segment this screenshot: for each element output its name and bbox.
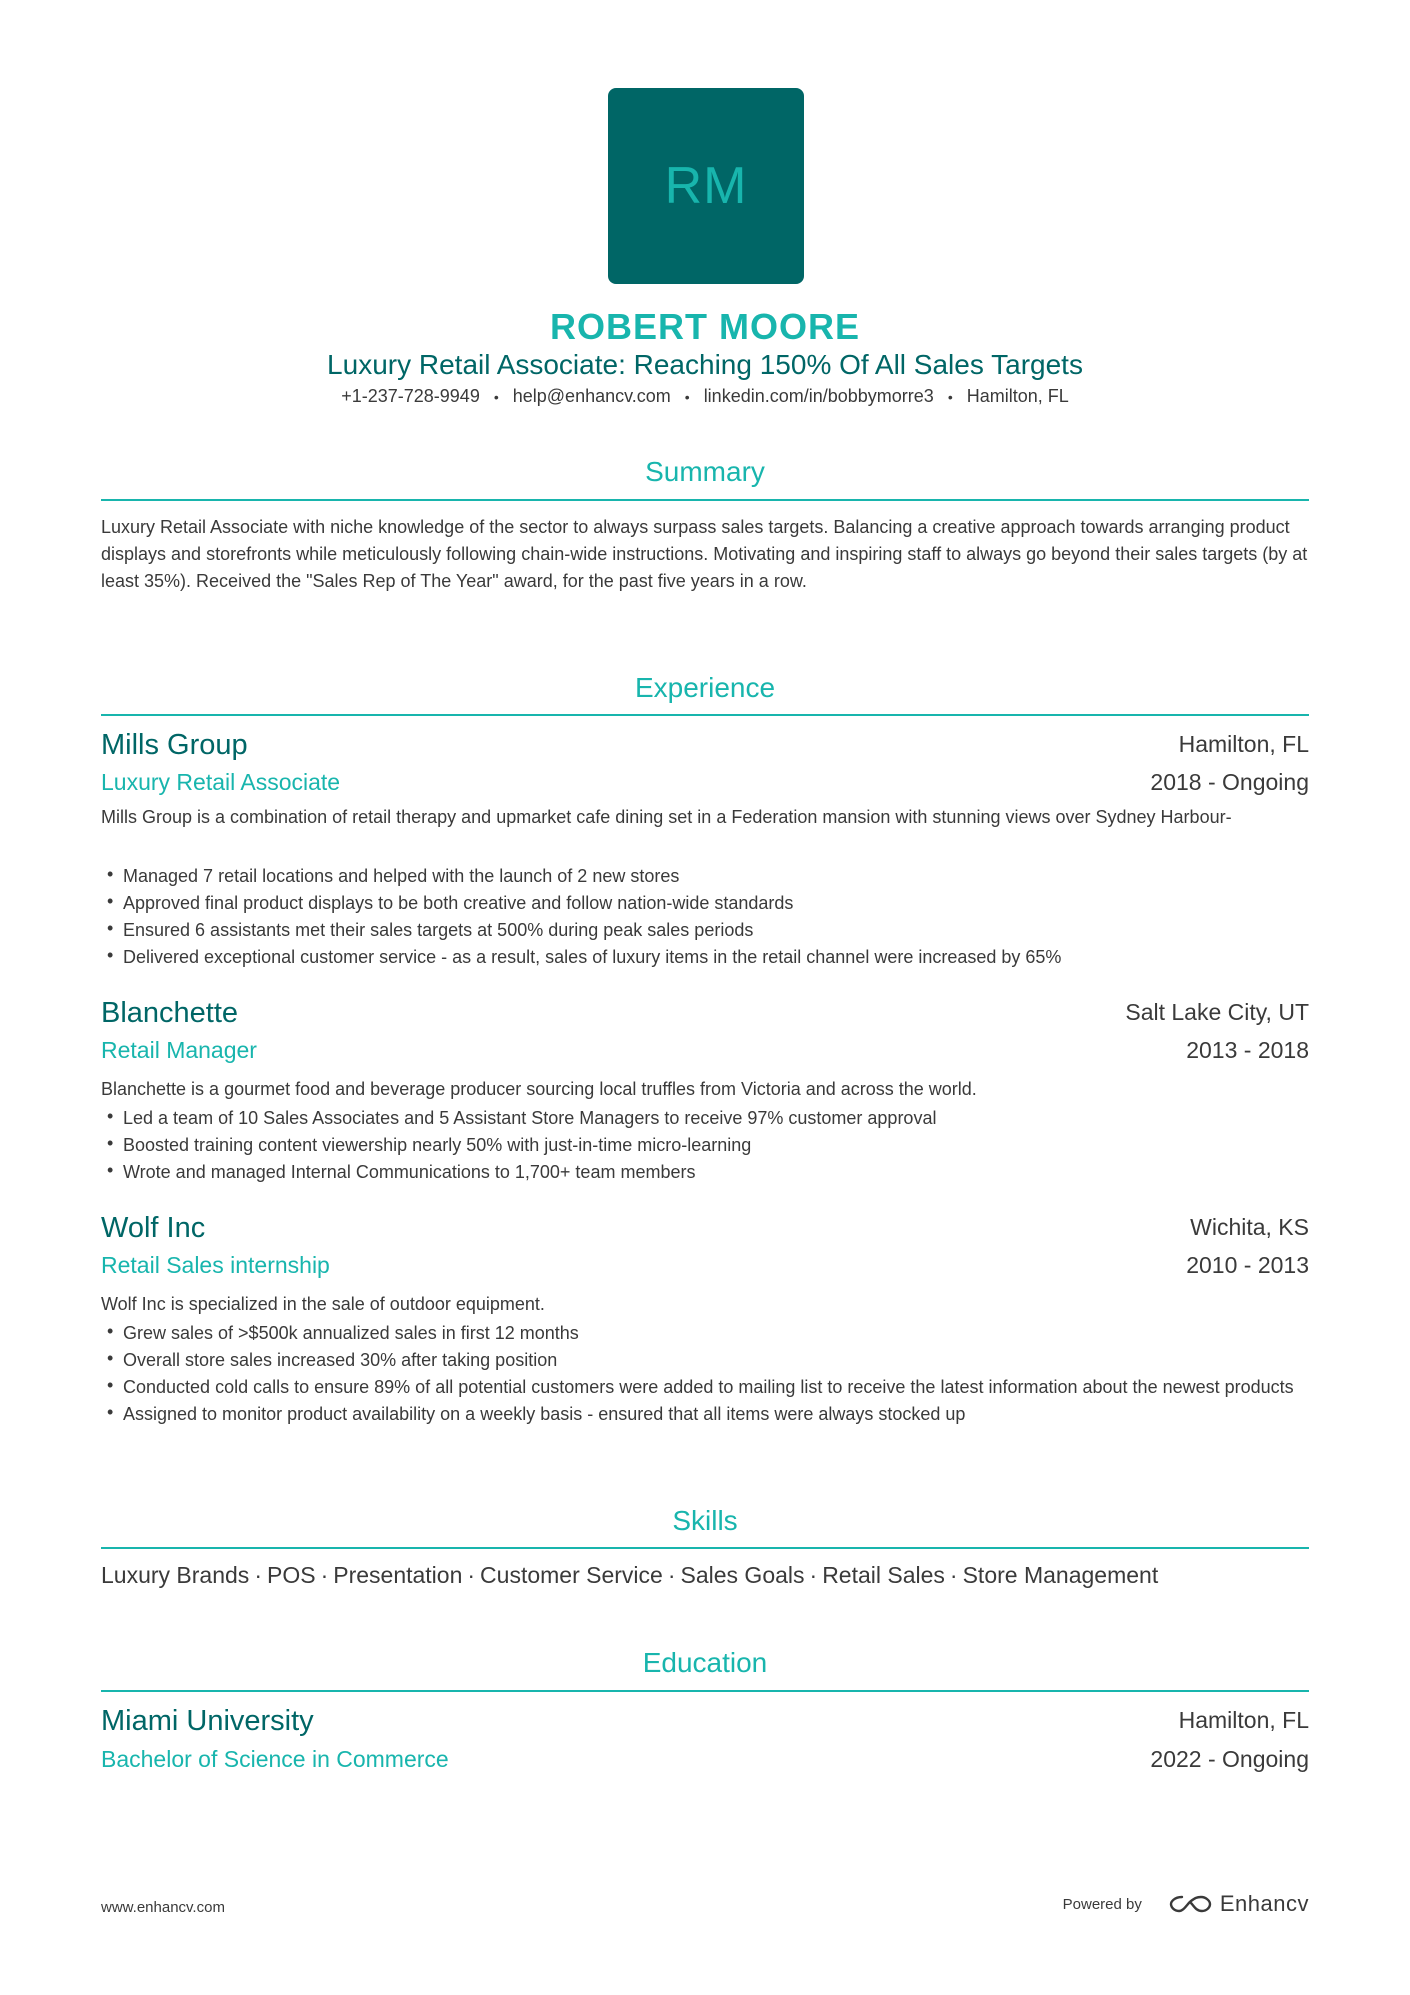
skill-separator: · [320, 1562, 329, 1588]
experience-role: Retail Manager [101, 1037, 257, 1063]
list-item: • Conducted cold calls to ensure 89% of all potential customers were added to mailing list to receive the latest information about the newest products [101, 1374, 1309, 1401]
section-title-skills: Skills [672, 1505, 738, 1536]
footer-website[interactable]: www.enhancv.com [101, 1899, 225, 1916]
brand-logo[interactable] [1168, 1891, 1309, 1917]
skill-separator: · [467, 1562, 476, 1588]
education-dates: 2022 - Ongoing [1150, 1746, 1309, 1772]
summary-text: Luxury Retail Associate with niche knowledge of the sector to always surpass sales targets. Balancing a creative approach towards arranging product displays and storefronts while meticulously following chain-wide instructions. Motivating and inspiring staff to always go beyond their sales targets (by at least 35%). Received the "Sales Rep of The Year" award, for the past five years in a row. [101, 517, 1308, 591]
list-item: • Wrote and managed Internal Communications to 1,700+ team members [101, 1159, 1309, 1186]
experience-dates: 2018 - Ongoing [1150, 769, 1309, 795]
education-degree: Bachelor of Science in Commerce [101, 1746, 449, 1772]
experience-role: Luxury Retail Associate [101, 769, 341, 795]
list-item: • Led a team of 10 Sales Associates and 5 Assistant Store Managers to receive 97% customer approval [101, 1105, 1309, 1132]
list-item: • Approved final product displays to be both creative and follow nation-wide standards [101, 890, 1309, 917]
list-item: • Boosted training content viewership nearly 50% with just-in-time micro-learning [101, 1132, 1309, 1159]
experience-description: Wolf Inc is specialized in the sale of outdoor equipment. [101, 1294, 545, 1314]
list-item: • Managed 7 retail locations and helped with the launch of 2 new stores [101, 863, 1309, 890]
brand-name: Enhancv [1219, 1891, 1309, 1916]
section-divider [101, 1547, 1309, 1549]
experience-description: Blanchette is a gourmet food and beverage producer sourcing local truffles from Victoria and across the world. [101, 1079, 977, 1099]
contact-separator: • [947, 389, 953, 406]
skill-separator: · [254, 1562, 262, 1588]
experience-bullets [101, 1320, 1309, 1428]
skill-item: Sales Goals [680, 1562, 805, 1588]
list-item: • Grew sales of >$500k annualized sales in first 12 months [101, 1320, 1309, 1347]
experience-company: Wolf Inc [101, 1212, 206, 1244]
experience-company: Blanchette [101, 997, 239, 1029]
education-school: Miami University [101, 1705, 314, 1737]
list-item: • Ensured 6 assistants met their sales targets at 500% during peak sales periods [101, 917, 1309, 944]
experience-bullets [101, 863, 1309, 971]
skill-item: Retail Sales [822, 1562, 945, 1588]
experience-dates: 2010 - 2013 [1186, 1252, 1309, 1278]
skill-separator: · [809, 1562, 818, 1588]
skills-list [101, 1562, 1309, 1589]
experience-dates: 2013 - 2018 [1186, 1037, 1309, 1063]
section-divider [101, 1690, 1309, 1692]
contact-location: Hamilton, FL [966, 386, 1069, 406]
list-item: • Delivered exceptional customer service - as a result, sales of luxury items in the retail channel were increased by 65% [101, 944, 1309, 971]
skill-separator: · [667, 1562, 676, 1588]
avatar-initials: RM [664, 157, 748, 215]
contact-separator: • [684, 389, 690, 406]
list-item: • Overall store sales increased 30% after taking position [101, 1347, 1309, 1374]
skill-item: Presentation [333, 1562, 463, 1588]
experience-location: Salt Lake City, UT [1125, 999, 1309, 1025]
contact-email[interactable]: help@enhancv.com [512, 386, 671, 406]
contact-linkedin[interactable]: linkedin.com/in/bobbymorre3 [703, 386, 934, 406]
experience-description: Mills Group is a combination of retail therapy and upmarket cafe dining set in a Federation mansion with stunning views over Sydney Harbour- [101, 807, 1232, 827]
skill-item: Luxury Brands [101, 1562, 250, 1588]
section-divider [101, 714, 1309, 716]
section-title-education: Education [642, 1647, 768, 1678]
footer-branding [1063, 1891, 1309, 1917]
enhancv-logo-icon [1168, 1893, 1214, 1915]
section-divider [101, 499, 1309, 501]
contact-separator: • [493, 389, 499, 406]
contact-line [101, 386, 1309, 407]
experience-location: Wichita, KS [1190, 1214, 1309, 1240]
experience-bullets [101, 1105, 1309, 1186]
skill-item: POS [266, 1562, 316, 1588]
skill-separator: · [949, 1562, 958, 1588]
section-title-summary: Summary [645, 456, 765, 487]
powered-by-label: Powered by [1062, 1895, 1142, 1913]
section-title-experience: Experience [634, 672, 776, 703]
candidate-name: ROBERT MOORE [549, 306, 860, 347]
headline: Luxury Retail Associate: Reaching 150% Of All Sales Targets [327, 349, 1083, 380]
experience-location: Hamilton, FL [1178, 731, 1309, 757]
experience-company: Mills Group [101, 729, 248, 761]
skill-item: Store Management [962, 1562, 1159, 1588]
education-location: Hamilton, FL [1178, 1707, 1309, 1733]
skill-item: Customer Service [480, 1562, 663, 1588]
experience-role: Retail Sales internship [101, 1252, 330, 1278]
list-item: • Assigned to monitor product availability on a weekly basis - ensured that all items were always stocked up [101, 1401, 1309, 1428]
contact-phone: +1-237-728-9949 [341, 386, 480, 406]
avatar [608, 88, 804, 284]
